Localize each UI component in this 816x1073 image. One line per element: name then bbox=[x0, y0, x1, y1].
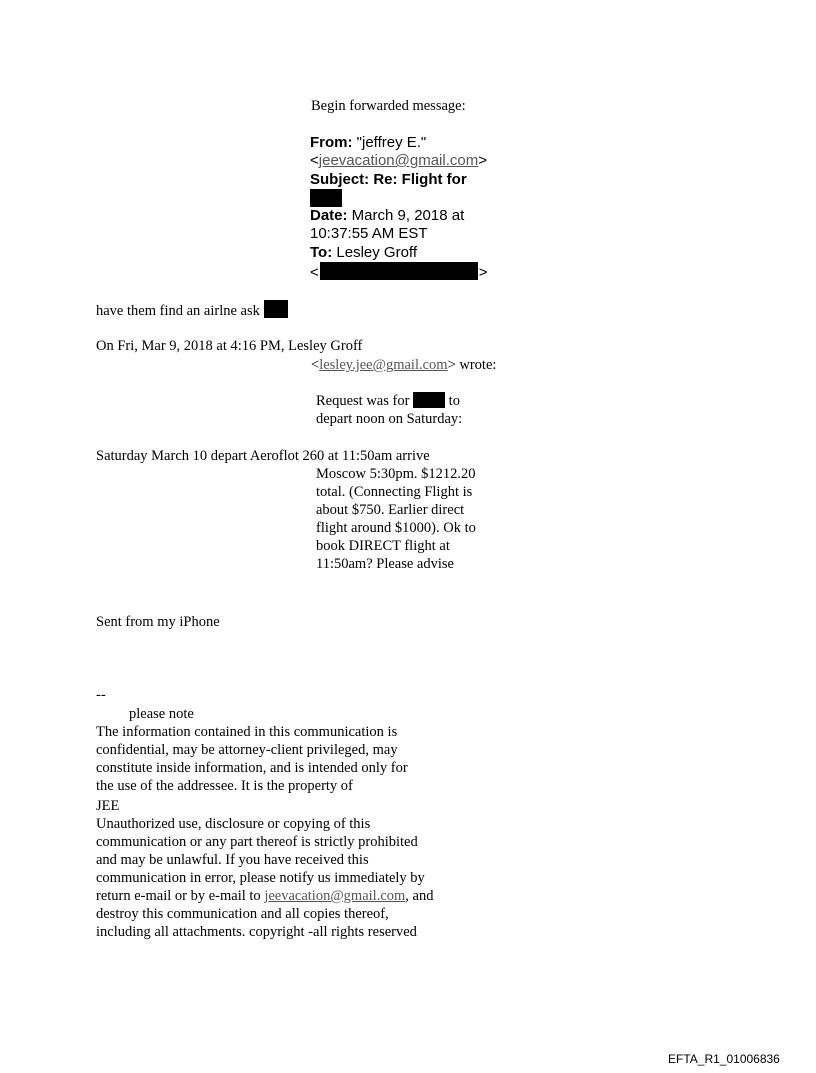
sig-separator: -- bbox=[96, 687, 106, 703]
date-label: Date: bbox=[310, 207, 348, 224]
wrote-text: > wrote: bbox=[447, 357, 497, 373]
disclaimer-line: constitute inside information, and is intended only for bbox=[96, 760, 408, 776]
disclaimer-line: including all attachments. copyright -all rights reserved bbox=[96, 924, 417, 940]
angle-open: < bbox=[310, 152, 319, 169]
date-line bbox=[310, 207, 464, 225]
redaction-box bbox=[264, 300, 288, 318]
return-text-end: , and bbox=[405, 888, 434, 904]
disclaimer-email-link[interactable]: jeevacation@gmail.com bbox=[264, 888, 406, 904]
flight-line-5: flight around $1000). Ok to bbox=[316, 520, 476, 536]
flight-line-1: Saturday March 10 depart Aeroflot 260 at 11:50am arrive bbox=[96, 448, 430, 464]
document-id: EFTA_R1_01006836 bbox=[668, 1052, 780, 1066]
disclaimer-return-line bbox=[96, 887, 433, 905]
angle-close: > bbox=[478, 264, 488, 281]
angle-open: < bbox=[311, 357, 320, 373]
from-email-line bbox=[310, 152, 487, 170]
return-text: return e-mail or by e-mail to bbox=[96, 888, 265, 904]
to-email-line bbox=[310, 262, 488, 282]
disclaimer-line: and may be unlawful. If you have received this bbox=[96, 852, 369, 868]
flight-line-6: book DIRECT flight at bbox=[316, 538, 450, 554]
sent-from-iphone: Sent from my iPhone bbox=[96, 614, 220, 630]
disclaimer-line: Unauthorized use, disclosure or copying of this bbox=[96, 816, 371, 832]
from-line bbox=[310, 134, 426, 152]
disclaimer-line: The information contained in this communication is bbox=[96, 724, 398, 740]
request-line-2: depart noon on Saturday: bbox=[316, 411, 463, 427]
disclaimer-line: destroy this communication and all copies thereof, bbox=[96, 906, 389, 922]
disclaimer-line: communication or any part thereof is strictly prohibited bbox=[96, 834, 418, 850]
request-text: Request was for bbox=[316, 393, 414, 409]
quote-email-link[interactable]: lesley.jee@gmail.com bbox=[319, 357, 448, 373]
disclaimer-line: JEE bbox=[96, 798, 120, 814]
flight-line-4: about $750. Earlier direct bbox=[316, 502, 465, 518]
quote-header: On Fri, Mar 9, 2018 at 4:16 PM, Lesley Groff bbox=[96, 338, 363, 354]
date-time: 10:37:55 AM EST bbox=[310, 225, 428, 242]
request-text-end: to bbox=[445, 393, 460, 409]
redaction-box bbox=[320, 262, 478, 280]
subject-line: Subject: Re: Flight for bbox=[310, 171, 467, 188]
please-note: please note bbox=[129, 706, 194, 722]
from-name: "jeffrey E." bbox=[352, 134, 427, 151]
flight-line-3: total. (Connecting Flight is bbox=[316, 484, 473, 500]
reply-body: have them find an airlne ask bbox=[96, 303, 260, 319]
to-line bbox=[310, 244, 417, 262]
disclaimer-line: confidential, may be attorney-client privileged, may bbox=[96, 742, 398, 758]
flight-line-2: Moscow 5:30pm. $1212.20 bbox=[316, 466, 476, 482]
disclaimer-line: the use of the addressee. It is the property of bbox=[96, 778, 353, 794]
from-label: From: bbox=[310, 134, 353, 151]
disclaimer-line: communication in error, please notify us immediately by bbox=[96, 870, 425, 886]
request-line bbox=[316, 392, 460, 410]
redaction-box bbox=[310, 189, 342, 207]
angle-close: > bbox=[478, 152, 487, 169]
to-label: To: bbox=[310, 244, 333, 261]
forwarded-intro: Begin forwarded message: bbox=[311, 98, 466, 114]
from-email-link[interactable]: jeevacation@gmail.com bbox=[318, 152, 479, 169]
quote-email-line bbox=[311, 356, 496, 374]
angle-open: < bbox=[310, 264, 319, 281]
flight-line-7: 11:50am? Please advise bbox=[316, 556, 454, 572]
reply-text bbox=[96, 300, 288, 320]
redaction-box bbox=[413, 392, 445, 408]
to-name: Lesley Groff bbox=[332, 244, 417, 261]
date-value: March 9, 2018 at bbox=[347, 207, 465, 224]
